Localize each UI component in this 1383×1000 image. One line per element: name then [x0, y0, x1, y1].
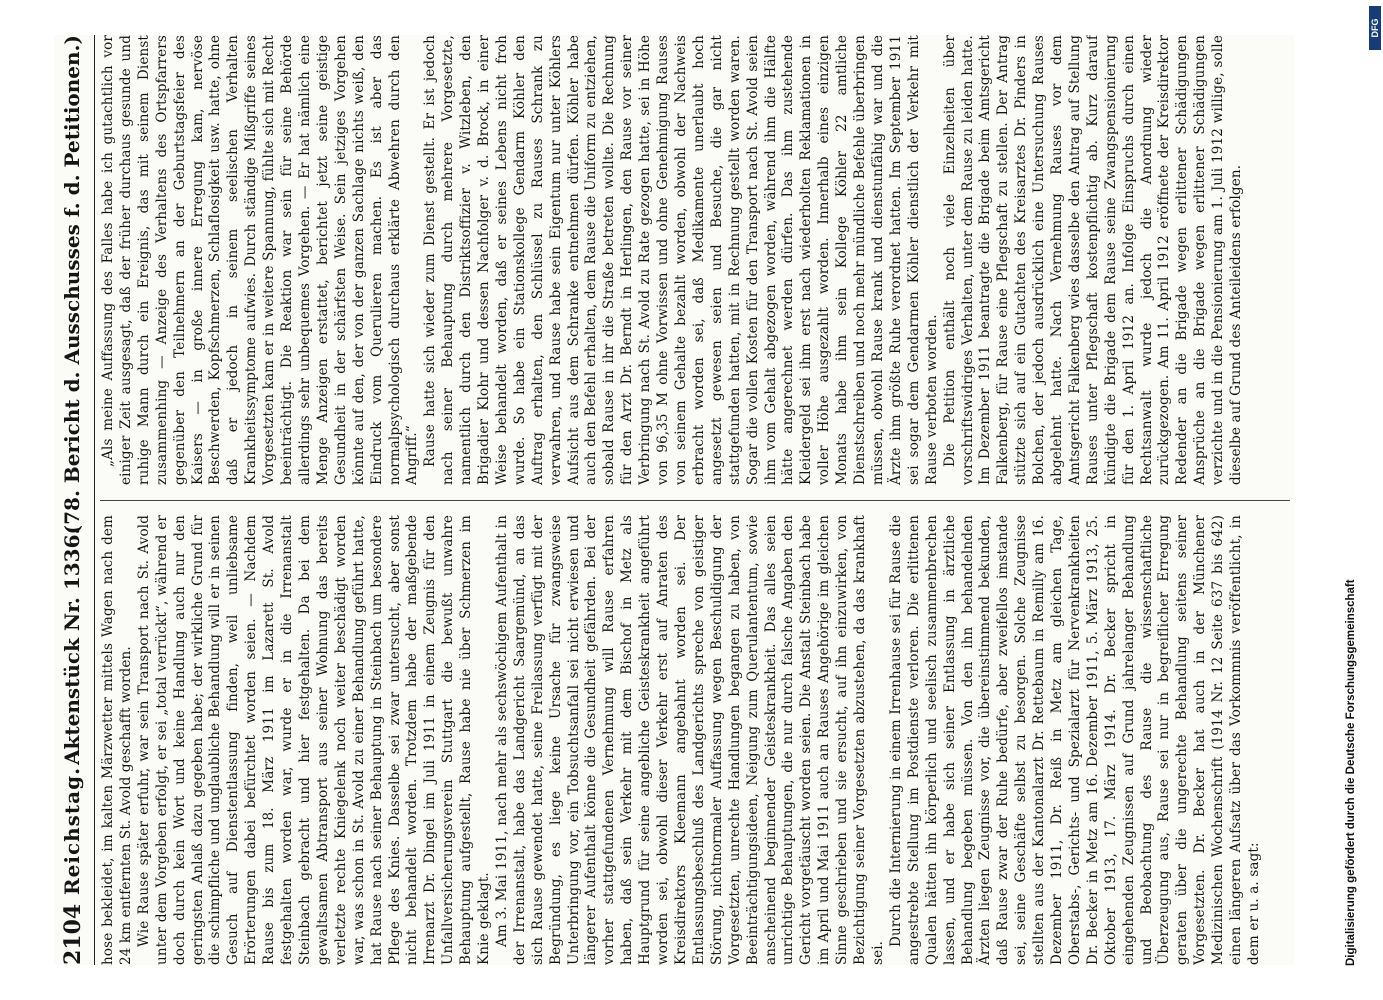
page-number: 2104 [60, 903, 86, 965]
paragraph: Rause hatte sich wieder zum Dienst gestellt. Er ist jedoch nach seiner Behauptung durch mehrere Vorgesetzte, namentlich durch den Distriktsoffizier v. Witzleben, den Brigadier Klohr und dessen Nachfolger v. d. Brock, in einer Weise behandelt worden, daß er seines Lebens nicht froh wurde. So habe ein Stationskollege Gendarm Köhler den Auftrag erhalten, den Schlüssel zu Rauses Schrank zu verwahren, und Rause habe sein Eigentum nur unter Köhlers Aufsicht aus dem Schranke entnehmen dürfen. Köhler habe auch den Befehl erhalten, dem Rause die Uniform zu entziehen, sobald Rause in ihr die Straße betreten wollte. Die Rechnung für den Arzt Dr. Berndt in Herlingen, den Rause vor seiner Verbringung nach St. Avold zu Rate gezogen hatte, sei in Höhe von 96,35 M ohne Vorwissen und ohne Genehmigung Rauses von seinem Gehalte bezahlt worden, obwohl der Nachweis erbracht worden sei, daß Medikamente unerlaubt hoch angesetzt gewesen seien und Besuche, die gar nicht stattgefunden hatten, mit in Rechnung gestellt worden waren. Sogar die vollen Kosten für den Transport nach St. Avold seien ihm vom Gehalt abgezogen worden, während ihm die Hälfte hätte angerechnet werden dürfen. Das ihm zustehende Kleidergeld sei ihm erst nach wiederholten Reklamationen in voller Höhe ausgezahlt worden. Innerhalb eines einzigen Monats habe ihm sein Kollege Köhler 22 amtliche Dienstschreiben und noch mehr mündliche Befehle überbringen müssen, obwohl Rause krank und dienstunfähig war und die Ärzte ihm größte Ruhe verordnet hatten. Im September 1911 sei sogar dem Gendarmen Köhler dienstlich der Verkehr mit Rause verboten worden. [422, 35, 940, 485]
header-left-label: Reichstag. [60, 766, 84, 895]
header-right-label: (78. Bericht d. Ausschusses f. d. Petitionen.) [60, 35, 84, 535]
text-column-left [100, 515, 1290, 965]
page-header [54, 35, 95, 965]
digitization-note [1342, 16, 1364, 984]
document-page [54, 35, 1294, 965]
paragraph: Am 3. Mai 1911, nach mehr als sechswöchigem Aufenthalt in der Irrenanstalt, habe das Landgericht Saargemünd, an das sich Rause gewendet hatte, seine Freilassung verfügt mit der Begründung, es liege keine Ursache für zwangsweise Unterbringung vor, ein Tobsuchtsanfall sei nicht erwiesen und längerer Aufenthalt könne die Gesundheit gefährden. Bei der vorher stattgefundenen Vernehmung will Rause erfahren haben, daß sein Verkehr mit dem Bischof in Metz als Hauptgrund für seine angebliche Geisteskrankheit angeführt worden sei, obwohl dieser Verkehr erst auf Anraten des Kreisdirektors Kleemann angebahnt worden sei. Der Entlassungsbeschluß des Landgerichts spreche von geistiger Störung, nichtnormaler Auffassung wegen Beschuldigung der Vorgesetzten, unrechte Handlungen begangen zu haben, von Beeinträchtigungsideen, Neigung zum Querulantentum, sowie anscheinend beginnender Geisteskrankheit. Das alles seien unrichtige Behauptungen, die nur durch falsche Angaben den Gericht vorgetäuscht worden seien. Die Anstalt Steinbach habe im April und Mai 1911 auch an Rauses Angehörige im gleichen Sinne geschrieben und sie ersucht, auf ihn einzuwirken, von Bezichtigung seiner Vorgesetzten abzustehen, da das krankhaft sei. [493, 515, 886, 965]
paragraph: Durch die Internierung in einem Irrenhause sei für Rause die angestrebte Stellung im Postdienste verloren. Die erlittenen Qualen hätten ihn körperlich und seelisch zusammenbrechen lassen, und er habe sich seiner Entlassung in ärztliche Behandlung begeben müssen. Von den ihn behandelnden Ärzten liegen Zeugnisse vor, die übereinstimmend bekunden, daß Rause zwar der Ruhe bedürfe, aber zweifellos imstande sei, seine Geschäfte selbst zu besorgen. Solche Zeugnisse stellten aus der Kantonalarzt Dr. Rettebaum in Remilly am 16. Dezember 1911, Dr. Reiß in Metz am gleichen Tage, Oberstabs-, Gerichts- und Spezialarzt für Nervenkrankheiten Dr. Becker in Metz am 16. Dezember 1911, 5. März 1913, 25. Oktober 1913, 17. März 1914. Dr. Becker spricht in eingehenden Zeugnissen auf Grund jahrelanger Behandlung und Beobachtung des Rause die wissenschaftliche Überzeugung aus, Rause sei nur in begreiflicher Erregung geraten über die ungerechte Behandlung seitens seiner Vorgesetzten. Dr. Becker hat auch in der Münchener Medizinischen Wochenschrift (1914 Nr. 12 Seite 637 bis 642) einen längeren Aufsatz über das Vorkommnis veröffentlicht, in dem er u. a. sagt: [887, 515, 1262, 965]
digitization-note-text: Digitalisierung gefördert durch die Deutsche Forschungsgemeinschaft [1345, 579, 1357, 966]
paragraph: Die Petition enthält noch viele Einzelheiten über vorschriftswidriges Verhalten, unter dem Rause zu leiden hatte. Im Dezember 1911 beantragte die Brigade beim Amtsgericht Falkenberg, für Rause eine Pflegschaft zu stellen. Der Antrag stützte sich auf ein Gutachten des Kreisarztes Dr. Pinders in Bolchen, der jedoch ausdrücklich eine Untersuchung Rauses abgelehnt hatte. Nach Vernehmung Rauses vor dem Amtsgericht Falkenberg wies dasselbe den Antrag auf Stellung Rauses unter Pflegschaft kostenpflichtig ab. Kurz darauf kündigte die Brigade dem Rause seine Zwangspensionierung für den 1. April 1912 an. Infolge Einspruchs durch einen Rechtsanwalt wurde jedoch die Anordnung wieder zurückgezogen. Am 11. April 1912 eröffnete der Kreisdirektor Redender an die Brigade wegen erlittener Schädigungen Ansprüche an die Brigade wegen erlittener Schädigungen verzichte und in die Pensionierung am 1. Juli 1912 willige, solle dieselbe auf Grund des Anteileidens erfolgen. [941, 35, 1245, 485]
header-center-label: Aktenstück Nr. 1336. [60, 527, 84, 765]
text-column-right [100, 35, 1290, 485]
dfg-logo [1369, 6, 1381, 50]
column-divider [100, 500, 1290, 501]
paragraph: Wie Rause später erfuhr, war sein Transport nach St. Avold unter dem Vorgeben erfolgt, er sei „total verrückt“, während er doch durch kein Wort und keine Handlung auch nur den geringsten Anlaß dazu gegeben habe; der wirkliche Grund für die schimpfliche und unglaubliche Behandlung will er in seinen Gesuch auf Dienstentlassung finden, weil unliebsame Erörterungen dabei befürchtet worden seien. — Nachdem Rause bis zum 18. März 1911 im Lazarett St. Avold festgehalten worden war, wurde er in die Irrenanstalt Steinbach gebracht und hier festgehalten. Da bei dem gewaltsamen Abtransport aus seiner Wohnung das bereits verletzte rechte Kniegelenk noch weiter beschädigt worden war, was schon in St. Avold zu einer Behandlung geführt hatte, hat Rause nach seiner Behauptung in Steinbach um besondere Pflege des Knies. Dasselbe sei zwar untersucht, aber sonst nicht behandelt worden. Trotzdem habe der maßgebende Irrenarzt Dr. Dingel im Juli 1911 in einem Zeugnis für den Unfallversicherungsverein Stuttgart die bewußt unwahre Behauptung aufgestellt, Rause habe nie über Schmerzen im Knie geklagt. [135, 515, 493, 965]
dfg-logo-text: DFG [1370, 18, 1380, 38]
paragraph: „Als meine Auffassung des Falles habe ich gutachtlich vor einiger Zeit ausgesagt, daß der früher durchaus gesunde und ruhige Mann durch ein Ereignis, das mit seinem Dienst zusammenhing — Anzeige des Verhaltens des Ortspfarrers gegenüber den Teilnehmern an der Geburtstagsfeier des Kaisers — in große innere Erregung kam, nervöse Beschwerden, Kopfschmerzen, Schlaflosigkeit usw. hatte, ohne daß er jedoch in seinem seelischen Verhalten Krankheitssymptome aufwies. Durch ständige Mißgriffe seines Vorgesetzten kam er in weitere Spannung, fühlte sich mit Recht beeinträchtigt. Die Reaktion war sein für seine Behörde allerdings sehr unbequemes Vorgehen. — Er hat nämlich eine Menge Anzeigen erstattet, berichtet jetzt seine geistige Gesundheit in der schärfsten Weise. Sein jetziges Vorgehen könnte auf den, der von der ganzen Sachlage nichts weiß, den Eindruck vom Querulieren machen. Es ist aber das normalpsychologisch durchaus erklärte Abwehren durch den Angriff.“ [100, 35, 421, 485]
paragraph: hose bekleidet, im kalten Märzwetter mittels Wagen nach dem 24 km entfernten St. Avold geschafft worden. [100, 515, 134, 965]
